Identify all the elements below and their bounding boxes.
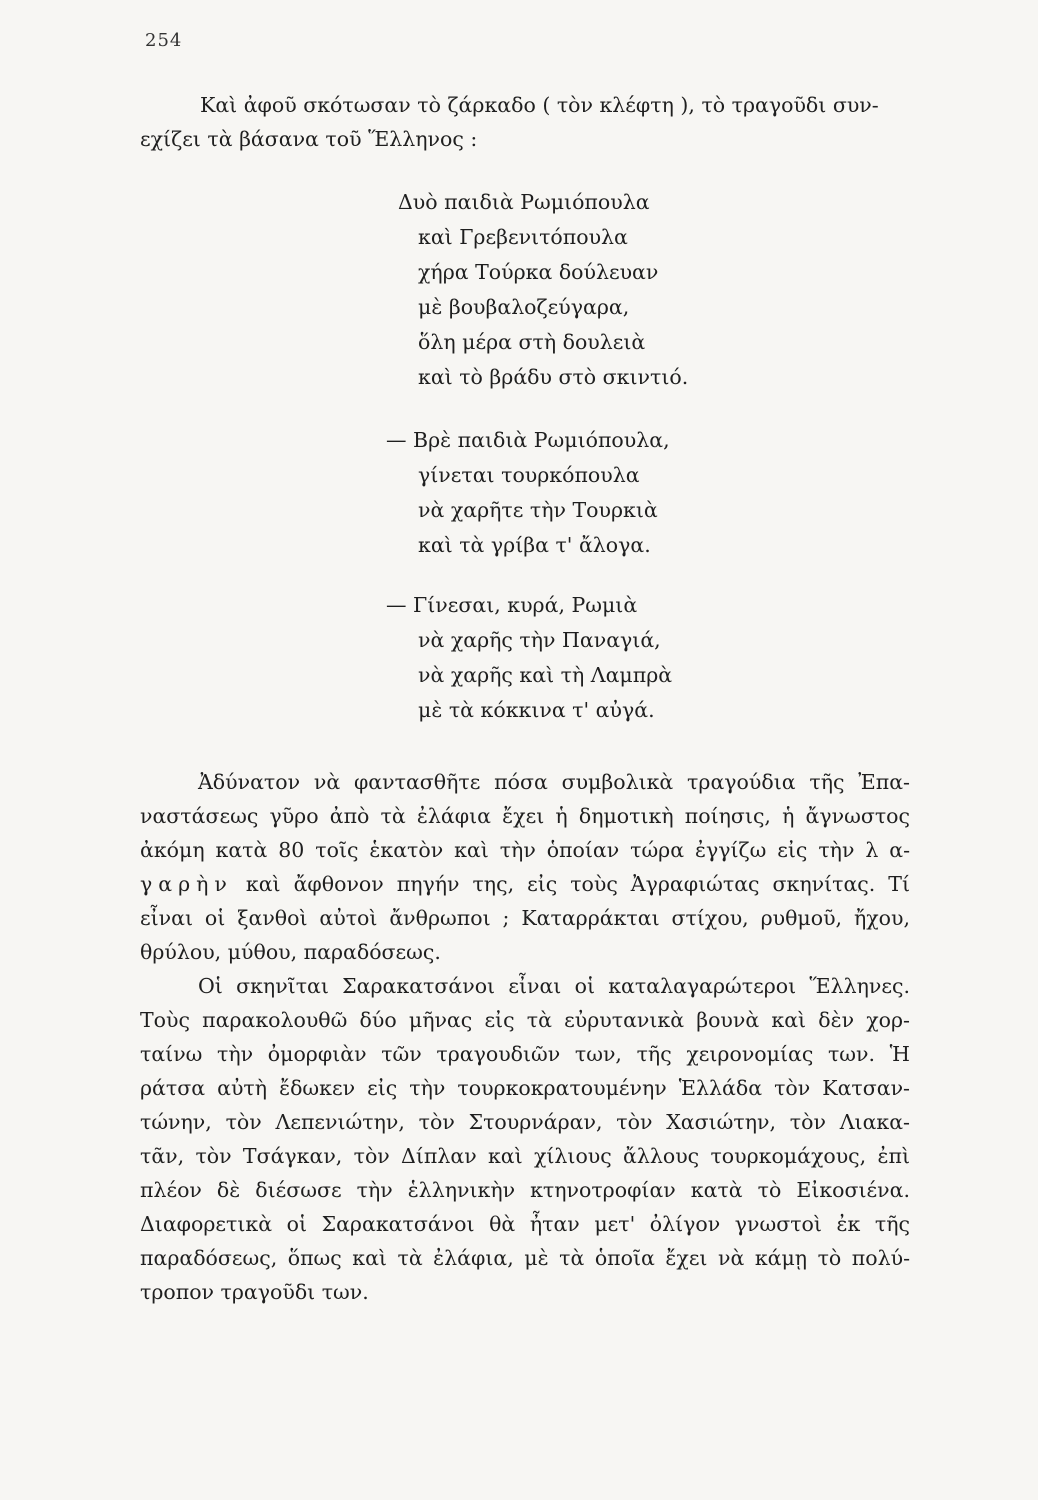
text-line: εχίζει τὰ βάσανα τοῦ Ἕλληνος : bbox=[140, 127, 478, 151]
verse-line: νὰ χαρῆς τὴν Παναγιά, bbox=[418, 628, 661, 652]
text-line: πλέον δὲ διέσωσε τὴν ἑλληνικὴν κτηνοτροφίαν κατὰ τὸ Εἰκοσιένα. bbox=[140, 1178, 910, 1202]
verse-line: — Βρὲ παιδιὰ Ρωμιόπουλα, bbox=[386, 428, 670, 452]
prose-paragraph-1 bbox=[140, 765, 910, 969]
text-line: ταίνω τὴν ὀμορφιὰν τῶν τραγουδιῶν των, τῆς χειρονομίας των. Ἡ bbox=[140, 1042, 910, 1066]
text-fragment: καὶ ἄφθονον πηγήν της, εἰς τοὺς Ἀγραφιώτας σκηνίτας. Τί bbox=[245, 872, 910, 896]
verse-line: ὅλη μέρα στὴ δουλειὰ bbox=[418, 330, 646, 354]
text-line: τροπον τραγοῦδι των. bbox=[140, 1280, 369, 1304]
text-line: Καὶ ἀφοῦ σκότωσαν τὸ ζάρκαδο ( τὸν κλέφτη ), τὸ τραγοῦδι συν- bbox=[200, 93, 879, 117]
verse-line: μὲ βουβαλοζεύγαρα, bbox=[418, 295, 630, 319]
text-line: Διαφορετικὰ οἱ Σαρακατσάνοι θὰ ἦταν μετ' ὀλίγον γνωστοὶ ἐκ τῆς bbox=[140, 1212, 910, 1236]
verse-line: καὶ τὸ βράδυ στὸ σκιντιό. bbox=[418, 365, 689, 389]
intro-paragraph bbox=[140, 88, 900, 156]
verse-line: νὰ χαρῆς καὶ τὴ Λαμπρὰ bbox=[418, 663, 673, 687]
emphasized-word: γαρὴν bbox=[140, 872, 233, 896]
text-line bbox=[140, 867, 910, 901]
verse-line: χήρα Τούρκα δούλευαν bbox=[418, 260, 659, 284]
text-line: ἀκόμη κατὰ 80 τοῖς ἑκατὸν καὶ τὴν ὁποίαν τώρα ἐγγίζω εἰς τὴν λ α- bbox=[140, 838, 910, 862]
page-number: 254 bbox=[145, 30, 183, 51]
prose-paragraph-2 bbox=[140, 969, 910, 1309]
verse-line: μὲ τὰ κόκκινα τ' αὐγά. bbox=[418, 698, 655, 722]
text-line: τᾶν, τὸν Τσάγκαν, τὸν Δίπλαν καὶ χίλιους ἄλλους τουρκομάχους, ἐπὶ bbox=[140, 1144, 910, 1168]
verse-line: Δυὸ παιδιὰ Ρωμιόπουλα bbox=[398, 190, 650, 214]
verse-line: — Γίνεσαι, κυρά, Ρωμιὰ bbox=[386, 593, 638, 617]
text-line: ναστάσεως γῦρο ἀπὸ τὰ ἐλάφια ἔχει ἡ δημοτικὴ ποίησις, ἡ ἄγνωστος bbox=[140, 804, 910, 828]
text-line: θρύλου, μύθου, παραδόσεως. bbox=[140, 940, 441, 964]
text-line: ράτσα αὐτὴ ἔδωκεν εἰς τὴν τουρκοκρατουμένην Ἑλλάδα τὸν Κατσαν- bbox=[140, 1076, 910, 1100]
text-line: Τοὺς παρακολουθῶ δύο μῆνας εἰς τὰ εὐρυτανικὰ βουνὰ καὶ δὲν χορ- bbox=[140, 1008, 910, 1032]
verse-line: γίνεται τουρκόπουλα bbox=[418, 463, 640, 487]
text-line: εἶναι οἱ ξανθοὶ αὐτοὶ ἄνθρωποι ; Καταρράκται στίχου, ρυθμοῦ, ἤχου, bbox=[140, 906, 910, 930]
text-line: τώνην, τὸν Λεπενιώτην, τὸν Στουρνάραν, τὸν Χασιώτην, τὸν Λιακα- bbox=[140, 1110, 910, 1134]
text-line: παραδόσεως, ὅπως καὶ τὰ ἐλάφια, μὲ τὰ ὁποῖα ἔχει νὰ κάμῃ τὸ πολύ- bbox=[140, 1246, 910, 1270]
verse-line: καὶ τὰ γρίβα τ' ἄλογα. bbox=[418, 533, 651, 557]
verse-line: νὰ χαρῆτε τὴν Τουρκιὰ bbox=[418, 498, 658, 522]
text-line: Ἀδύνατον νὰ φαντασθῆτε πόσα συμβολικὰ τραγούδια τῆς Ἐπα- bbox=[198, 770, 910, 794]
text-line: Οἱ σκηνῖται Σαρακατσάνοι εἶναι οἱ καταλαγαρώτεροι Ἕλληνες. bbox=[198, 974, 910, 998]
verse-line: καὶ Γρεβενιτόπουλα bbox=[418, 225, 628, 249]
